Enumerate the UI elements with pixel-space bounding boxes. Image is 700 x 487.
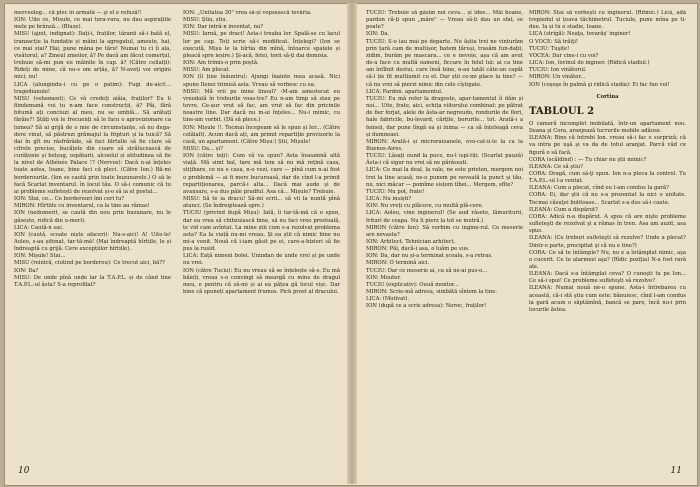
book-gutter	[347, 3, 357, 484]
text-paragraph: TUCIU: S-o iau mai pe departe. Nu ăștia trei ne vinturăm prin țară cam de multișor, batem țăruși, trasăm fun-dații, zidim, burăm pe mascara... ce e nevoie, așa că am avut de-a face cu multă oameni, ficcare în felul lui: ai ca tine am întîlnit destui, care însă bine, n-au tatăt câte-un capăt să-l ție fit multiumit cu el. Dar știi ce-mi place la tine? — că nu vrei să pierzi nimic din cele cîștigate.	[366, 38, 523, 88]
text-paragraph: CORA: Ce să te întâmple? Nu, nu e a întâmplat nimic, aşa o cucerit. Ce te alarmezi aşa? (Rîdic poziţia) N-a fost rară ale.	[529, 249, 686, 270]
text-paragraph: MISU: Să te ia dracu! Să-mi scrii... să vii la nuntă pînă atunci. (Se îndreiptează spre.)	[183, 196, 340, 210]
text-paragraph: CORA: Adică n-a dispărut. A spus că are nişte probleme sufleteşti de rezolvat şi a rămas în tren. Asa am auzit, asa spus.	[529, 213, 686, 235]
text-paragraph: MISU: Iarnă, pe draci! Asta-i treaba lor. Spală-se cu lacul lor pe cap. Toți scrie să-i modificat. Înțelegi? (Ion se execută, Mișu le la hîrtia din mînă, întoarce spatele și pleacă spre ieșire.) Și-acă, fetei, torii să-ți dai demisia.	[183, 31, 340, 59]
text-paragraph: O VOCE: Să trăiţi!	[529, 38, 578, 45]
text-paragraph: ION: Nu vreți cu plăcere, cu multă plă-cere.	[366, 203, 484, 210]
text-paragraph: CORA: Dragă, cum să-ţi spun. Ion n-a pleca la control. Tu T.A.P.L.-ul l-a ventat.	[529, 170, 686, 185]
right-page	[366, 10, 686, 476]
text-paragraph: MIRON: Stai să vorbești cu inginerul. (Ritmic.) Lică, adă trepiedul și țeava tăchimetrul. Tuciule, pune mîna pe ti-due. Ia și tu o stadie, Ioane.	[529, 10, 686, 31]
left-column-2	[183, 10, 340, 296]
text-paragraph: MIRON: Un vinător...	[529, 74, 586, 81]
text-paragraph: merceolog... că plec în armată — şi el e refuză!!	[14, 10, 142, 16]
text-paragraph: ION: Arhitect. Tehnician arhitect.	[366, 239, 456, 245]
text-paragraph: ION (caută, scoate niște afaceri): Nu-s-aici! A! Uite-le! Aoleo, s-au șifonat, tar-tă-mă! (Mai îndreaptă hîrtiile, le și îndreaptă cu grijă. Cere excepțiilor hîrtiile).	[14, 231, 171, 253]
text-paragraph: VOCEA: Dar cine-i cu voi?	[529, 52, 599, 59]
text-paragraph: ION: Mouter.	[366, 274, 401, 281]
text-paragraph: TUCIU: Trebuie să găsim noi ceva... și idee... Măi boane, pardon că-ți spun „măre" — Vreau să-ți dau un sfat, se poate?	[366, 10, 523, 31]
text-paragraph: MISU: De unde pînă unde lar la T.A.P.L. și de când tine T.A.P.L.-ul ăsta? S-a reprofilat?	[14, 274, 171, 288]
text-paragraph: MIRON (către Ion): Să vorbim cu ingine-rul. Ce meserie are nevasta?	[366, 224, 523, 238]
text-paragraph: ION (nedumerit, se caută din nou prin buzunare, nu le găsește, ridică din u-meri).	[14, 210, 171, 224]
text-paragraph: MISU: Am plecat.	[183, 67, 231, 74]
text-paragraph: MISU (ajnit, indignat): Dați-i, fraților, tăranii să-i bată el, tranzacție la fundație și mâini la agregatul, ameute, hai, ce mai stai? Hai, pune mâna pe tăru! Numai tu ci îi ala, visătorul, a? Zmeul zmeilor, ă? Pe dacă am făcut comerțul, trebuie să-mi pun eu mâinile în cap. ă? (Către ceilalți): Rideți de mine, că nu-s om arțâș, ă? N-aveți voi origini mici, nu!	[14, 31, 171, 81]
text-paragraph: ION (coşoşe în palmă şi ridică stadia): Ei fac fun voi!	[529, 81, 670, 88]
text-paragraph: ILEANA: Ce să ştiu?	[529, 163, 583, 170]
text-paragraph: MIRON: Arată-i și microraioanele, evo-cat-ii-le la ca la Buenos-Aires.	[366, 138, 523, 152]
text-paragraph: ION: „Unitatea 30" vrea să-și vopsească tevăria.	[183, 10, 312, 16]
text-paragraph: TUCIU (privind după Mișu): Iată, îi tar-tă-mă că o spun, dar ea vrea să chibzuiască bine, să nu faci vreo prostoală, te vid cam avîntat. La mine știi cum s-a rezolvat problema asta? Ea la viață nu-mi vreau. Și ea știi că nimic bine nu mi-a venit. Nouă că i-iam găsit pe ei, care-a-bizieri să fie pus la rusid.	[183, 210, 340, 253]
text-paragraph: ION: Da, dar nu și-a terminat școala, s-a retras.	[366, 253, 493, 260]
text-paragraph: LICA: Nu insiști?	[366, 196, 412, 203]
text-paragraph: LICA: (Motivat).	[366, 296, 410, 303]
text-paragraph: ILEANA: Dacă s-a întâmplat ceva? O cunoşti tu pe Ion... Ce să-i spui! Ce probleme sufleteşti să rezolve?	[529, 271, 686, 285]
text-paragraph: LICA: Pardon. apartamentul.	[366, 88, 443, 95]
text-paragraph: ION: Stai, ce... Ce borderouri îmi ceri tu?	[14, 196, 125, 203]
text-paragraph: ION: Mișule !!. Tocmai începeam să le spun și Ier... (Către celălalt). Acum dacă ați, am primit repartiție provizorie la casă, un apartament. (Către Mișu:) Știi, Mișule!	[183, 124, 340, 145]
text-paragraph: LICA: Ce mai la deal, la vale, ne este prieten, mergem noi trei la tine acasă, ne-o punem pe neveată la punct și tău, nu, nici măcar — pomîme sisțem tîbei... Mergem, sfîte?	[366, 167, 523, 188]
right-column-2	[529, 10, 686, 314]
text-paragraph: LICA: Eață nimeni bolei. Unindan de unde vrei și pe unde nu vrei.	[183, 253, 340, 267]
text-paragraph: LICA: Caută-n sac.	[14, 224, 64, 231]
text-paragraph: LICA: Ion, lovinul de inginer. (Ridică stadiul.)	[529, 60, 650, 67]
text-paragraph: O cameră incomplet mobilată, într-un apartament nou. Ileana şi Cora, aranjează lucrurile mobile adăuse.	[529, 120, 686, 135]
text-paragraph: ILEANA: (Ce treburi sufleteşti să rezolve? Unde a plecat? Dintr-o parte, precipitat şi că nu e tine?)	[529, 235, 686, 249]
text-paragraph: CORA: Ei, dar ştii că nu s-a prezentat la nici o unitate. Tocmai căsuţei bolitoase... Scarlat s-a dus să-i caute.	[529, 192, 686, 206]
curtain-label: Cortina	[596, 93, 619, 100]
text-paragraph: MISU: Mă vrii pe mine linoul? ‹M-am amestecat eu vreodată în treburile voas-tre? Eu n-am timp să stau pe tovre. Ce-aur vrut să fac, am vrut să fac din pricinile noastre line. Dar dacă nu m-ai înțeles... Nu-i mimic, cu tine-am vorbit. (Dă să plece.)	[183, 88, 340, 124]
text-paragraph: ION (îl ține înăuntru): Ajungi înainte mea acasă. Nici spune Ilenei trimisă asta. Vreau să vorbesc cu ea.	[183, 74, 340, 88]
text-paragraph: ION (către toți): Cum vă va spun? Asta înseamnă altă viață. Mă simt bal, tare mă tem să nu mă rețină casa, știțibare, ce nu e casa, n-o vezi, care — pînă cum n-ai fost o problemă — ai fi mers bucuroasă, dar de cînd l-a primit repartiționarea, parcă-i alta... Dacă mai aude și de avansare, s-a dus pâle pradful. Asa că... Mișule? Trebuie.	[183, 153, 340, 195]
text-paragraph: ION: Mișule! Stai...	[14, 253, 66, 260]
text-paragraph: ION: Am trimis-o prin poștă.	[183, 60, 259, 67]
text-paragraph: ION: Da.	[366, 31, 390, 38]
text-paragraph: ILEANA: Bine că întrebi Ion. vreau să-i fac o surpriză; că va intra pe uşă și va da de totul aranjat. Parcă văd ce figură o să facă.	[529, 135, 686, 156]
text-paragraph: MIRON: Hîrtiile cu inventarul, ca la tine au rămas!	[14, 203, 150, 210]
text-paragraph: ILEANA: Numai nouă ne-o spune. Asta-i întrebarea cu această, că-i stă ştiu cum este: bănuiesc, cînd l-am condus la gară acum o săptămînă, bancă se pare, încă nu-i prin locurile ăstea.	[529, 285, 686, 313]
text-paragraph: TUCIU (explicativ): Ouuă montor...	[366, 281, 459, 288]
text-paragraph: ILEANA: Cum a dispărut?	[529, 206, 598, 213]
text-paragraph: MIRON: Păi, dacă-i asa, o luăm pe sus.	[366, 246, 470, 253]
right-column-1	[366, 10, 523, 311]
left-column-1	[14, 10, 171, 289]
right-page-number: 11	[670, 466, 682, 476]
text-paragraph: MIRON: O termină aici.	[366, 260, 430, 267]
text-paragraph: TUCIU: Lăsați ound la puce, nu-l ispi-tiți. (Scarlat pauză) Ăsta-i că sigur nu vrei să ne părăsești.	[366, 153, 523, 167]
text-paragraph: TUCIU: Dar ce meserie ai, ca să ne-ai pus-o...	[366, 267, 488, 274]
text-paragraph: MISU: Da... și?	[183, 145, 223, 152]
text-paragraph: TUCIU: Ion vinătorul.	[529, 67, 587, 74]
text-paragraph: CORA (scăldind) : — Tu chiar nu ştii mimic?	[529, 156, 647, 163]
left-page	[14, 10, 340, 476]
text-paragraph: ION (după ce a scris adresa): Noroc, fraților!	[366, 303, 487, 310]
text-paragraph: LICA (alungindu-i cu pe o patim): Fugi de-aici!... tragedianule!	[14, 81, 171, 95]
text-paragraph: TUCIU: Eu mă refer la dragoste, apar-tamentul îi dăm și noi... Uite, frate, aici, schița viitorului combinat: pe pătrat de fier forjat, alele de ăsta-ar negreudo, rondurile de flori, hale fabricile, bu-levard, cărțile, borurile... tot. Arată-i a femeii, dar pune lîngă ea și inima — ca să înțeleagă ceva și dumneaei.	[366, 95, 523, 138]
text-paragraph: ION: Uite ce, Misule, ce mai tura-vura, nu dau aspirațiile mele pe brânză... (Bluze).	[14, 17, 171, 31]
text-paragraph: ILEANA: Cum a plecat, cînd eu l-am condus la gară?	[529, 185, 669, 192]
text-paragraph: TUCIU: Tuşite!	[529, 45, 570, 52]
text-paragraph: MISU: Știu, știu.	[183, 17, 228, 24]
text-paragraph: TUCIU: Nu pot, frate!	[366, 188, 425, 195]
text-paragraph: MISU (reintră, ciutind pe borderou): Ce trecut aici, bă??	[14, 260, 165, 267]
tableau-heading: TABLOUL 2	[529, 105, 595, 117]
left-page-number: 10	[18, 466, 30, 476]
text-paragraph: MISU (vehement): Ce vă credeți aiâia, fraților? Eu li fiindemană vui tu n-am face construcții, ă? Păi, fără bitumă ați concluzi al meu, nu se umblă... Să arătați fărâie?! Ștăți voi le frecuenți să le facu o aprovizionare ca lumea? Să ai grijă de o mie de circumstanțe, să nu dega-dere vinul, să păstrezi grămajul la fripturi și la tuică? Să dai în gît nu răsfrărâde, să faci blrtulle să fie clare să cifrele precise, bucățele din cuare să strălucească de curățenie și belșug, ospătarii, alcoolul și atitudinea să fie la nivel de Athénée Palace !? (Nervos): Dacă n-ai înțeles toate astea, Ioane, bine faci că pleci. (Către Ion.) Bă-mi borderourile. (Ion se caută prin toate buzunarele.) O să le facă Scarlat inventarul. în locul tău. O să-i comunic că tu ai probleme sufletești de rezolvat și-o să ia el postul...	[14, 95, 171, 195]
text-paragraph: MIRON: Scrie-mă adresa, simbătă sîntem la tine.	[366, 289, 497, 296]
text-paragraph: ION: Da?	[14, 267, 39, 274]
text-paragraph: LICA (strigă): Neaţa, tovarăş' inginer!	[529, 31, 631, 38]
text-paragraph: ION (către Tuciu): Eu nu vreau să se înțelește să-s. Eu mă băieți, vreau s-o convingi să meargă cu mine de dragul meu, e pentru că să-mi și ai ea pățea gă locul vișc. Dar bine că spuneți apartament frumos. Pick prost al dracului.	[183, 267, 340, 296]
text-paragraph: ION: Dar intră-n inventat, nu?	[183, 24, 264, 31]
text-paragraph: LICA: Aoleu, vine ingineruI! (Se aud râsete, lămuriturii, frituri de ceapa. Nu li pierz la tot se mutră.)	[366, 210, 523, 224]
